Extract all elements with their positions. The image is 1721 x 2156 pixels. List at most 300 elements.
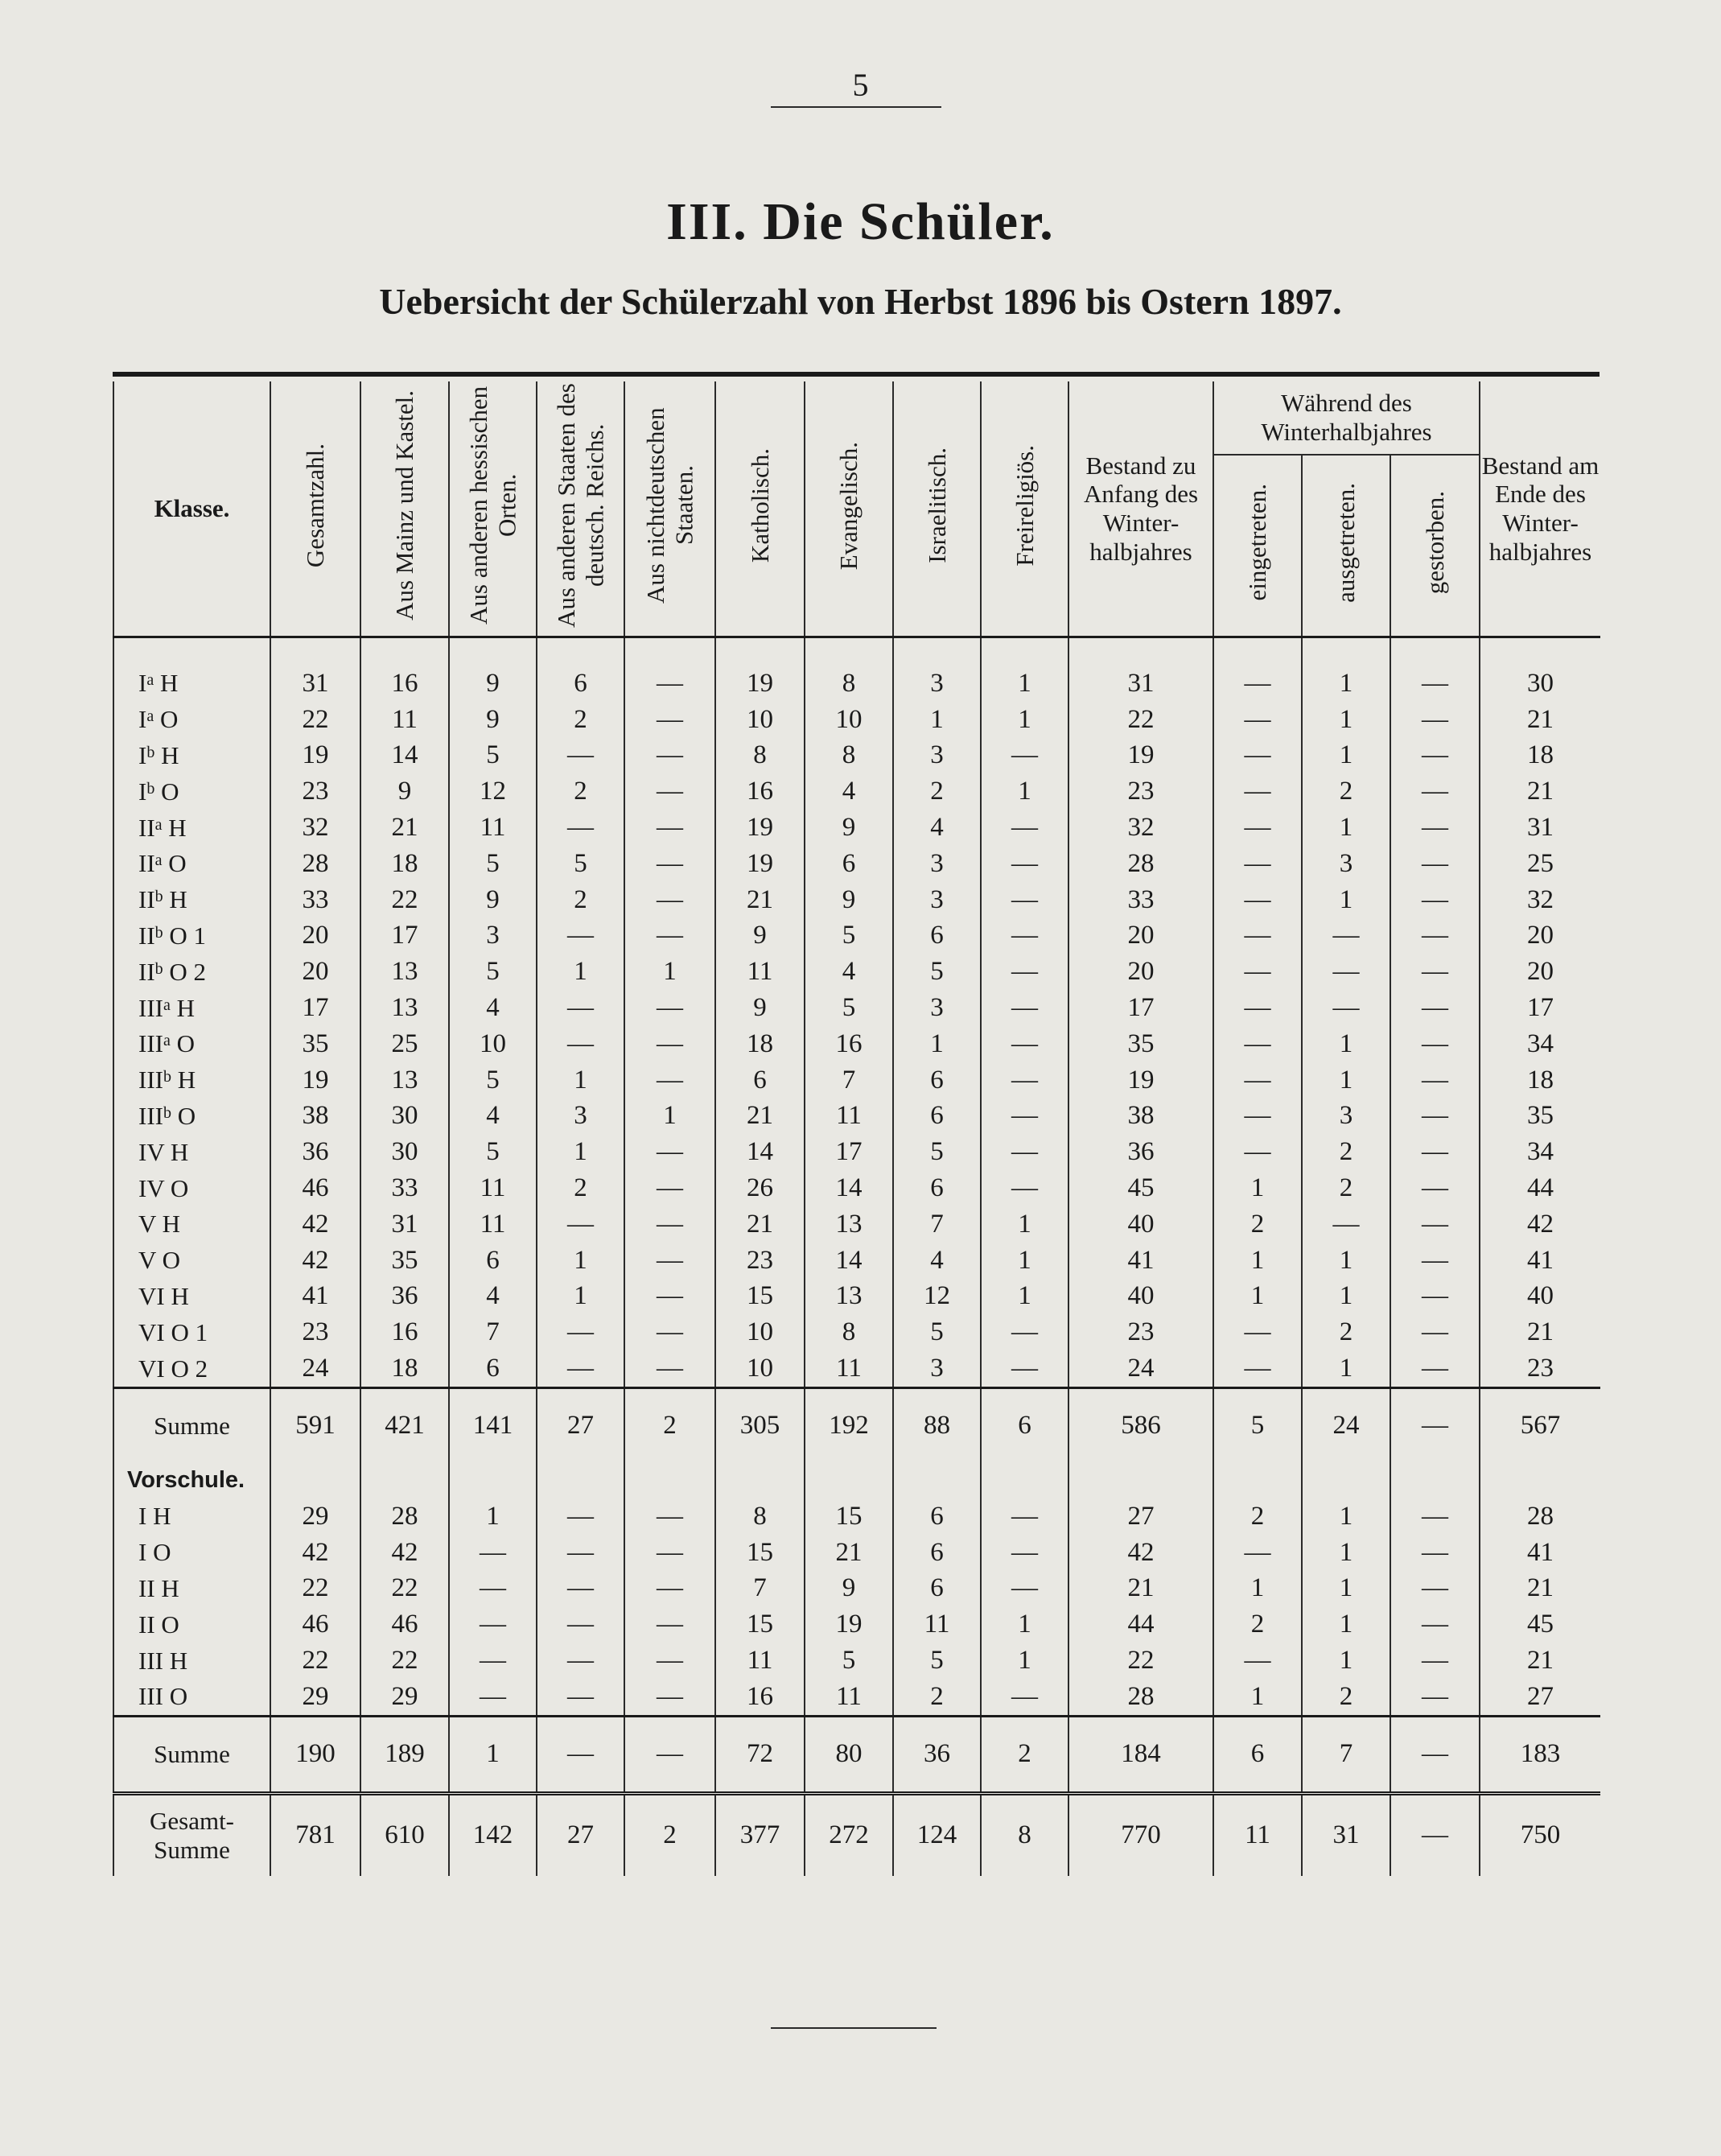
value-cell: 19 xyxy=(715,810,805,846)
empty-cell xyxy=(1302,1463,1390,1498)
table-row xyxy=(113,1535,1600,1571)
empty-cell xyxy=(1480,637,1600,666)
header-mainz: Aus Mainz und Kastel. xyxy=(360,381,449,637)
value-cell: 4 xyxy=(449,1279,537,1315)
value-cell: 1 xyxy=(1302,1643,1390,1679)
empty-cell xyxy=(113,637,270,666)
class-division: b xyxy=(146,743,155,761)
value-cell: — xyxy=(1390,918,1480,954)
value-cell: 9 xyxy=(805,810,893,846)
value-cell: 1 xyxy=(1302,1026,1390,1062)
class-division: a xyxy=(154,851,163,870)
table-row xyxy=(113,1314,1600,1350)
value-cell: 21 xyxy=(1068,1571,1213,1607)
value-cell: 21 xyxy=(1480,1643,1600,1679)
gesamt-summe-row xyxy=(113,1793,1600,1876)
value-cell: 46 xyxy=(360,1606,449,1643)
value-cell: — xyxy=(1213,1134,1302,1170)
value-cell: — xyxy=(624,773,715,810)
value-cell: 124 xyxy=(893,1793,981,1876)
value-cell: — xyxy=(537,918,624,954)
class-semester: O xyxy=(146,1538,171,1567)
value-cell: 377 xyxy=(715,1793,805,1876)
empty-cell xyxy=(1068,637,1213,666)
value-cell: 17 xyxy=(270,990,360,1026)
class-semester: H xyxy=(164,1281,189,1310)
value-cell: 1 xyxy=(537,954,624,990)
class-semester: H xyxy=(162,813,187,842)
spacer-row xyxy=(113,637,1600,666)
empty-cell xyxy=(624,637,715,666)
value-cell: 11 xyxy=(449,1206,537,1243)
empty-cell xyxy=(893,637,981,666)
value-cell: — xyxy=(1390,954,1480,990)
value-cell: 2 xyxy=(893,1679,981,1716)
row-label xyxy=(113,1099,270,1135)
class-numeral: I xyxy=(138,705,147,734)
value-cell: 6 xyxy=(893,1535,981,1571)
class-semester: H xyxy=(146,1502,171,1531)
value-cell: 22 xyxy=(270,1571,360,1607)
value-cell: — xyxy=(537,810,624,846)
class-semester: H xyxy=(164,1137,189,1166)
value-cell: 2 xyxy=(1302,1314,1390,1350)
value-cell: 3 xyxy=(1302,1099,1390,1135)
value-cell: — xyxy=(624,990,715,1026)
value-cell: — xyxy=(1213,1314,1302,1350)
class-semester: O xyxy=(155,1246,180,1275)
value-cell: 11 xyxy=(893,1606,981,1643)
value-cell: 23 xyxy=(1068,1314,1213,1350)
value-cell: — xyxy=(1213,1026,1302,1062)
value-cell: 1 xyxy=(1213,1571,1302,1607)
value-cell: — xyxy=(1390,1314,1480,1350)
value-cell: — xyxy=(1302,954,1390,990)
value-cell: 28 xyxy=(1480,1498,1600,1535)
empty-cell xyxy=(270,637,360,666)
value-cell: — xyxy=(624,1279,715,1315)
value-cell: 9 xyxy=(449,666,537,702)
value-cell: 6 xyxy=(449,1350,537,1387)
table-row xyxy=(113,1606,1600,1643)
value-cell: — xyxy=(624,1026,715,1062)
value-cell: 15 xyxy=(715,1606,805,1643)
row-label xyxy=(113,1606,270,1643)
class-division: b xyxy=(163,1068,171,1086)
value-cell: 34 xyxy=(1480,1026,1600,1062)
table-row xyxy=(113,1206,1600,1243)
value-cell: 31 xyxy=(1302,1793,1390,1876)
value-cell: — xyxy=(537,738,624,774)
value-cell: 42 xyxy=(360,1535,449,1571)
class-division: b xyxy=(154,923,163,942)
value-cell: 1 xyxy=(1302,1279,1390,1315)
row-label xyxy=(113,1350,270,1387)
header-gestorben: gestorben. xyxy=(1390,455,1480,637)
class-semester: H xyxy=(163,1646,188,1675)
value-cell: 21 xyxy=(1480,773,1600,810)
value-cell: 586 xyxy=(1068,1387,1213,1463)
header-katholisch: Katholisch. xyxy=(715,381,805,637)
value-cell: 1 xyxy=(981,773,1068,810)
table-row xyxy=(113,666,1600,702)
value-cell: 3 xyxy=(1302,846,1390,882)
value-cell: 15 xyxy=(805,1498,893,1535)
empty-cell xyxy=(1213,637,1302,666)
value-cell: — xyxy=(981,1498,1068,1535)
class-division: b xyxy=(154,888,163,906)
value-cell: — xyxy=(624,1243,715,1279)
value-cell: — xyxy=(624,1571,715,1607)
class-semester: O 2 xyxy=(163,957,207,986)
value-cell: — xyxy=(624,918,715,954)
empty-cell xyxy=(449,1463,537,1498)
value-cell: 31 xyxy=(270,666,360,702)
value-cell: 88 xyxy=(893,1387,981,1463)
value-cell: 13 xyxy=(805,1279,893,1315)
value-cell: 28 xyxy=(270,846,360,882)
value-cell: — xyxy=(1213,882,1302,918)
header-israelitisch: Israelitisch. xyxy=(893,381,981,637)
value-cell: 40 xyxy=(1480,1279,1600,1315)
value-cell: 20 xyxy=(1068,954,1213,990)
value-cell: 27 xyxy=(537,1387,624,1463)
value-cell: — xyxy=(624,1716,715,1793)
value-cell: 4 xyxy=(449,990,537,1026)
value-cell: 11 xyxy=(805,1350,893,1387)
value-cell: 4 xyxy=(449,1099,537,1135)
class-numeral: II xyxy=(138,849,155,878)
value-cell: — xyxy=(537,1571,624,1607)
value-cell: 6 xyxy=(893,918,981,954)
value-cell: 24 xyxy=(270,1350,360,1387)
gesamt-label-line1: Gesamt- xyxy=(149,1806,235,1835)
value-cell: — xyxy=(537,1026,624,1062)
value-cell: 4 xyxy=(805,954,893,990)
value-cell: 18 xyxy=(360,846,449,882)
value-cell: 1 xyxy=(981,666,1068,702)
value-cell: 781 xyxy=(270,1793,360,1876)
value-cell: 6 xyxy=(893,1170,981,1206)
value-cell: — xyxy=(449,1535,537,1571)
empty-cell xyxy=(715,1463,805,1498)
value-cell: 17 xyxy=(805,1134,893,1170)
class-numeral: III xyxy=(138,1682,163,1711)
empty-cell xyxy=(1213,1463,1302,1498)
value-cell: 11 xyxy=(360,702,449,738)
summe-label: Summe xyxy=(113,1387,270,1463)
row-label xyxy=(113,990,270,1026)
value-cell: 27 xyxy=(537,1793,624,1876)
class-numeral: V xyxy=(138,1210,156,1239)
value-cell: — xyxy=(449,1571,537,1607)
value-cell: 32 xyxy=(1068,810,1213,846)
value-cell: 35 xyxy=(1068,1026,1213,1062)
value-cell: — xyxy=(1390,702,1480,738)
value-cell: 6 xyxy=(893,1571,981,1607)
value-cell: — xyxy=(1213,666,1302,702)
value-cell: 23 xyxy=(270,1314,360,1350)
row-label xyxy=(113,1170,270,1206)
class-semester: O xyxy=(154,1610,179,1639)
class-numeral: III xyxy=(138,1101,163,1130)
value-cell: — xyxy=(624,1134,715,1170)
value-cell: — xyxy=(624,1206,715,1243)
value-cell: 4 xyxy=(893,1243,981,1279)
class-division: a xyxy=(163,1032,171,1050)
value-cell: — xyxy=(1390,1026,1480,1062)
empty-cell xyxy=(449,637,537,666)
value-cell: 33 xyxy=(1068,882,1213,918)
table-top-rule xyxy=(113,372,1600,377)
value-cell: 18 xyxy=(1480,738,1600,774)
value-cell: 14 xyxy=(805,1243,893,1279)
class-semester: H xyxy=(171,1066,196,1094)
value-cell: 42 xyxy=(1480,1206,1600,1243)
value-cell: 5 xyxy=(893,1643,981,1679)
header-bestand-ende: Bestand am Ende des Winter-halbjahres xyxy=(1480,381,1600,637)
value-cell: 36 xyxy=(270,1134,360,1170)
empty-cell xyxy=(537,1463,624,1498)
value-cell: — xyxy=(449,1606,537,1643)
value-cell: — xyxy=(537,1350,624,1387)
class-numeral: I xyxy=(138,740,147,769)
value-cell: 23 xyxy=(1068,773,1213,810)
value-cell: 28 xyxy=(1068,846,1213,882)
value-cell: 2 xyxy=(1302,773,1390,810)
value-cell: 40 xyxy=(1068,1279,1213,1315)
value-cell: 2 xyxy=(1302,1134,1390,1170)
value-cell: 30 xyxy=(360,1099,449,1135)
class-numeral: VI xyxy=(138,1354,165,1383)
value-cell: — xyxy=(624,1350,715,1387)
value-cell: — xyxy=(1213,1535,1302,1571)
value-cell: 5 xyxy=(449,846,537,882)
student-count-table xyxy=(113,381,1600,1876)
header-evangelisch: Evangelisch. xyxy=(805,381,893,637)
value-cell: 3 xyxy=(893,738,981,774)
row-label xyxy=(113,882,270,918)
value-cell: 22 xyxy=(270,1643,360,1679)
row-label xyxy=(113,1314,270,1350)
value-cell: 18 xyxy=(715,1026,805,1062)
value-cell: — xyxy=(624,1498,715,1535)
value-cell: 7 xyxy=(805,1062,893,1099)
value-cell: 190 xyxy=(270,1716,360,1793)
value-cell: 3 xyxy=(449,918,537,954)
value-cell: — xyxy=(981,1314,1068,1350)
value-cell: 35 xyxy=(270,1026,360,1062)
table-row xyxy=(113,738,1600,774)
table-row xyxy=(113,1498,1600,1535)
value-cell: — xyxy=(1213,990,1302,1026)
value-cell: 16 xyxy=(360,666,449,702)
value-cell: 1 xyxy=(1302,666,1390,702)
value-cell: 20 xyxy=(270,954,360,990)
value-cell: — xyxy=(1390,1387,1480,1463)
value-cell: — xyxy=(1390,1279,1480,1315)
value-cell: 41 xyxy=(1480,1243,1600,1279)
value-cell: 42 xyxy=(270,1535,360,1571)
value-cell: — xyxy=(537,1679,624,1716)
value-cell: 42 xyxy=(1068,1535,1213,1571)
value-cell: 1 xyxy=(1213,1679,1302,1716)
header-waehrend: Während des Winterhalbjahres xyxy=(1213,381,1480,455)
value-cell: 1 xyxy=(537,1134,624,1170)
value-cell: 2 xyxy=(624,1793,715,1876)
class-semester: H xyxy=(154,1573,179,1602)
value-cell: 272 xyxy=(805,1793,893,1876)
value-cell: 183 xyxy=(1480,1716,1600,1793)
value-cell: 13 xyxy=(360,990,449,1026)
value-cell: 1 xyxy=(1213,1243,1302,1279)
empty-cell xyxy=(893,1463,981,1498)
value-cell: 42 xyxy=(270,1206,360,1243)
value-cell: 5 xyxy=(449,1062,537,1099)
value-cell: — xyxy=(981,1026,1068,1062)
value-cell: — xyxy=(624,1062,715,1099)
row-label xyxy=(113,1026,270,1062)
empty-cell xyxy=(537,637,624,666)
value-cell: 10 xyxy=(449,1026,537,1062)
class-division: b xyxy=(163,1103,171,1122)
value-cell: — xyxy=(1213,846,1302,882)
summe-label: Summe xyxy=(113,1716,270,1793)
value-cell: 1 xyxy=(449,1498,537,1535)
value-cell: 23 xyxy=(715,1243,805,1279)
value-cell: 22 xyxy=(360,1643,449,1679)
value-cell: 8 xyxy=(805,738,893,774)
value-cell: 15 xyxy=(715,1535,805,1571)
value-cell: — xyxy=(981,1134,1068,1170)
class-numeral: IV xyxy=(138,1173,165,1202)
value-cell: 9 xyxy=(715,918,805,954)
value-cell: 305 xyxy=(715,1387,805,1463)
vorschule-label: Vorschule. xyxy=(113,1463,270,1498)
value-cell: 142 xyxy=(449,1793,537,1876)
value-cell: 6 xyxy=(981,1387,1068,1463)
empty-cell xyxy=(805,637,893,666)
value-cell: 27 xyxy=(1068,1498,1213,1535)
value-cell: — xyxy=(1390,1571,1480,1607)
class-semester: H xyxy=(155,1210,180,1239)
table-row xyxy=(113,1026,1600,1062)
value-cell: 2 xyxy=(537,773,624,810)
table-row xyxy=(113,1243,1600,1279)
value-cell: — xyxy=(537,1716,624,1793)
value-cell: 27 xyxy=(1480,1679,1600,1716)
page-number-rule xyxy=(771,106,941,108)
value-cell: 2 xyxy=(981,1716,1068,1793)
value-cell: 14 xyxy=(805,1170,893,1206)
value-cell: 36 xyxy=(893,1716,981,1793)
value-cell: — xyxy=(1302,1206,1390,1243)
value-cell: 7 xyxy=(893,1206,981,1243)
value-cell: 32 xyxy=(1480,882,1600,918)
table-row xyxy=(113,1134,1600,1170)
header-freireligioes: Freireligiös. xyxy=(981,381,1068,637)
value-cell: 14 xyxy=(715,1134,805,1170)
value-cell: 9 xyxy=(360,773,449,810)
value-cell: 2 xyxy=(624,1387,715,1463)
value-cell: 192 xyxy=(805,1387,893,1463)
class-numeral: II xyxy=(138,957,155,986)
value-cell: 32 xyxy=(270,810,360,846)
value-cell: 3 xyxy=(893,1350,981,1387)
class-semester: O xyxy=(170,1029,196,1058)
value-cell: 2 xyxy=(1213,1206,1302,1243)
vorschule-heading-row xyxy=(113,1463,1600,1498)
class-numeral: III xyxy=(138,993,163,1022)
value-cell: 13 xyxy=(805,1206,893,1243)
value-cell: — xyxy=(1390,1793,1480,1876)
value-cell: 10 xyxy=(715,702,805,738)
value-cell: 3 xyxy=(893,882,981,918)
value-cell: 1 xyxy=(1302,1498,1390,1535)
class-numeral: V xyxy=(138,1246,156,1275)
value-cell: 5 xyxy=(805,990,893,1026)
empty-cell xyxy=(981,637,1068,666)
class-semester: O xyxy=(163,1682,188,1711)
value-cell: 3 xyxy=(537,1099,624,1135)
value-cell: 19 xyxy=(1068,738,1213,774)
value-cell: 1 xyxy=(1213,1279,1302,1315)
value-cell: — xyxy=(624,1535,715,1571)
value-cell: 17 xyxy=(1480,990,1600,1026)
value-cell: 421 xyxy=(360,1387,449,1463)
value-cell: 21 xyxy=(1480,1314,1600,1350)
value-cell: 24 xyxy=(1302,1387,1390,1463)
header-bestand-anfang: Bestand zu Anfang des Winter-halbjahres xyxy=(1068,381,1213,637)
value-cell: 5 xyxy=(805,918,893,954)
class-semester: O 1 xyxy=(164,1317,208,1346)
value-cell: 5 xyxy=(537,846,624,882)
value-cell: 1 xyxy=(624,954,715,990)
value-cell: — xyxy=(537,1498,624,1535)
value-cell: 40 xyxy=(1068,1206,1213,1243)
value-cell: 21 xyxy=(1480,1571,1600,1607)
value-cell: 1 xyxy=(981,1279,1068,1315)
value-cell: 35 xyxy=(360,1243,449,1279)
value-cell: 2 xyxy=(537,702,624,738)
value-cell: 9 xyxy=(805,1571,893,1607)
class-numeral: I xyxy=(138,777,147,806)
value-cell: — xyxy=(1390,1643,1480,1679)
value-cell: 567 xyxy=(1480,1387,1600,1463)
value-cell: 8 xyxy=(715,738,805,774)
value-cell: 18 xyxy=(1480,1062,1600,1099)
value-cell: — xyxy=(1213,1350,1302,1387)
value-cell: 35 xyxy=(1480,1099,1600,1135)
value-cell: 2 xyxy=(893,773,981,810)
value-cell: 25 xyxy=(360,1026,449,1062)
value-cell: 5 xyxy=(893,1134,981,1170)
value-cell: 22 xyxy=(270,702,360,738)
table-row xyxy=(113,810,1600,846)
class-semester: O xyxy=(154,777,179,806)
value-cell: 6 xyxy=(537,666,624,702)
value-cell: 14 xyxy=(360,738,449,774)
row-label xyxy=(113,1206,270,1243)
value-cell: — xyxy=(1390,810,1480,846)
row-label xyxy=(113,1134,270,1170)
summe-vorschule-row xyxy=(113,1716,1600,1793)
class-numeral: II xyxy=(138,1610,155,1639)
value-cell: — xyxy=(624,1314,715,1350)
value-cell: 46 xyxy=(270,1606,360,1643)
value-cell: 80 xyxy=(805,1716,893,1793)
value-cell: 6 xyxy=(893,1062,981,1099)
